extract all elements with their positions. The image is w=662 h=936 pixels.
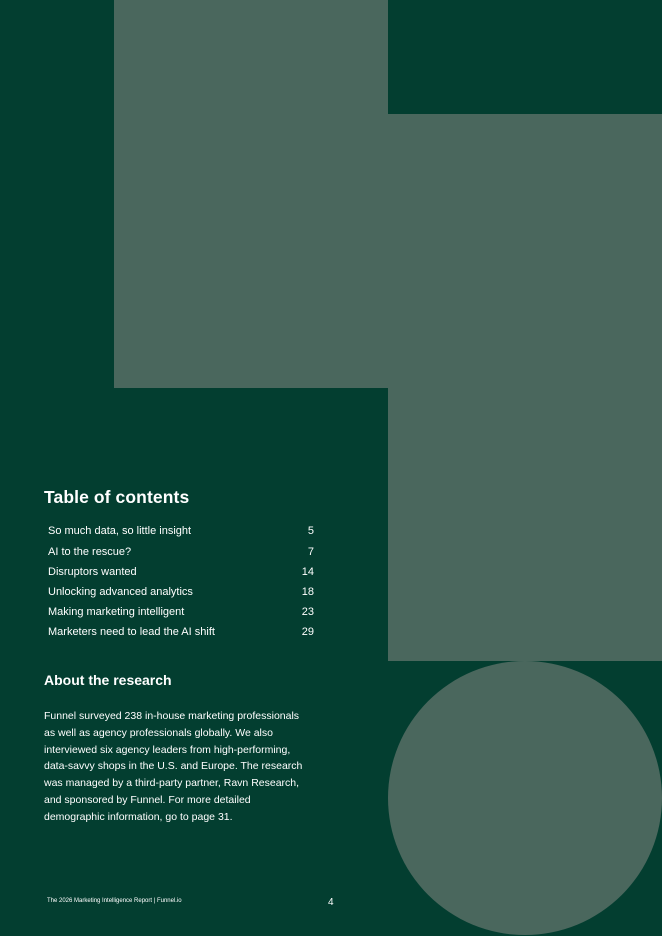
toc-item[interactable] bbox=[48, 542, 314, 562]
toc-item[interactable] bbox=[48, 582, 314, 602]
toc-heading: Table of contents bbox=[44, 487, 190, 507]
toc-item[interactable] bbox=[48, 562, 314, 582]
toc-item-page: 5 bbox=[307, 525, 314, 537]
toc-item-label: Marketers need to lead the AI shift bbox=[48, 626, 215, 638]
toc-item-label: Unlocking advanced analytics bbox=[48, 586, 193, 598]
toc-item-label: Disruptors wanted bbox=[48, 566, 137, 578]
toc-item-label: Making marketing intelligent bbox=[48, 606, 185, 618]
toc-item-page: 29 bbox=[301, 626, 314, 638]
toc-item-label: So much data, so little insight bbox=[48, 525, 192, 537]
toc-item-page: 14 bbox=[301, 566, 314, 578]
about-heading: About the research bbox=[44, 672, 172, 688]
toc-item-page: 7 bbox=[307, 546, 314, 558]
toc-item-label: AI to the rescue? bbox=[48, 546, 132, 558]
toc-item[interactable] bbox=[48, 602, 314, 622]
page-number: 4 bbox=[328, 897, 334, 908]
decorative-circle bbox=[388, 661, 662, 935]
toc-list bbox=[48, 520, 314, 642]
about-body: Funnel surveyed 238 in-house marketing professionals as well as agency professionals globally. We also interviewed six agency leaders from high-performing, data-savvy shops in the U.S. and Europe. The research was managed by a third-party partner, Ravn Research, and sponsored by Funnel. For more detailed demographic information, go to page 31. bbox=[44, 710, 303, 823]
decorative-rectangle-right bbox=[388, 114, 662, 661]
toc-item[interactable] bbox=[48, 622, 314, 642]
toc-item[interactable] bbox=[48, 520, 314, 542]
toc-item-page: 18 bbox=[301, 586, 314, 598]
decorative-rectangle-top bbox=[114, 0, 388, 388]
toc-item-page: 23 bbox=[301, 606, 314, 618]
footer-label: The 2026 Marketing Intelligence Report | Funnel.io bbox=[47, 898, 182, 904]
